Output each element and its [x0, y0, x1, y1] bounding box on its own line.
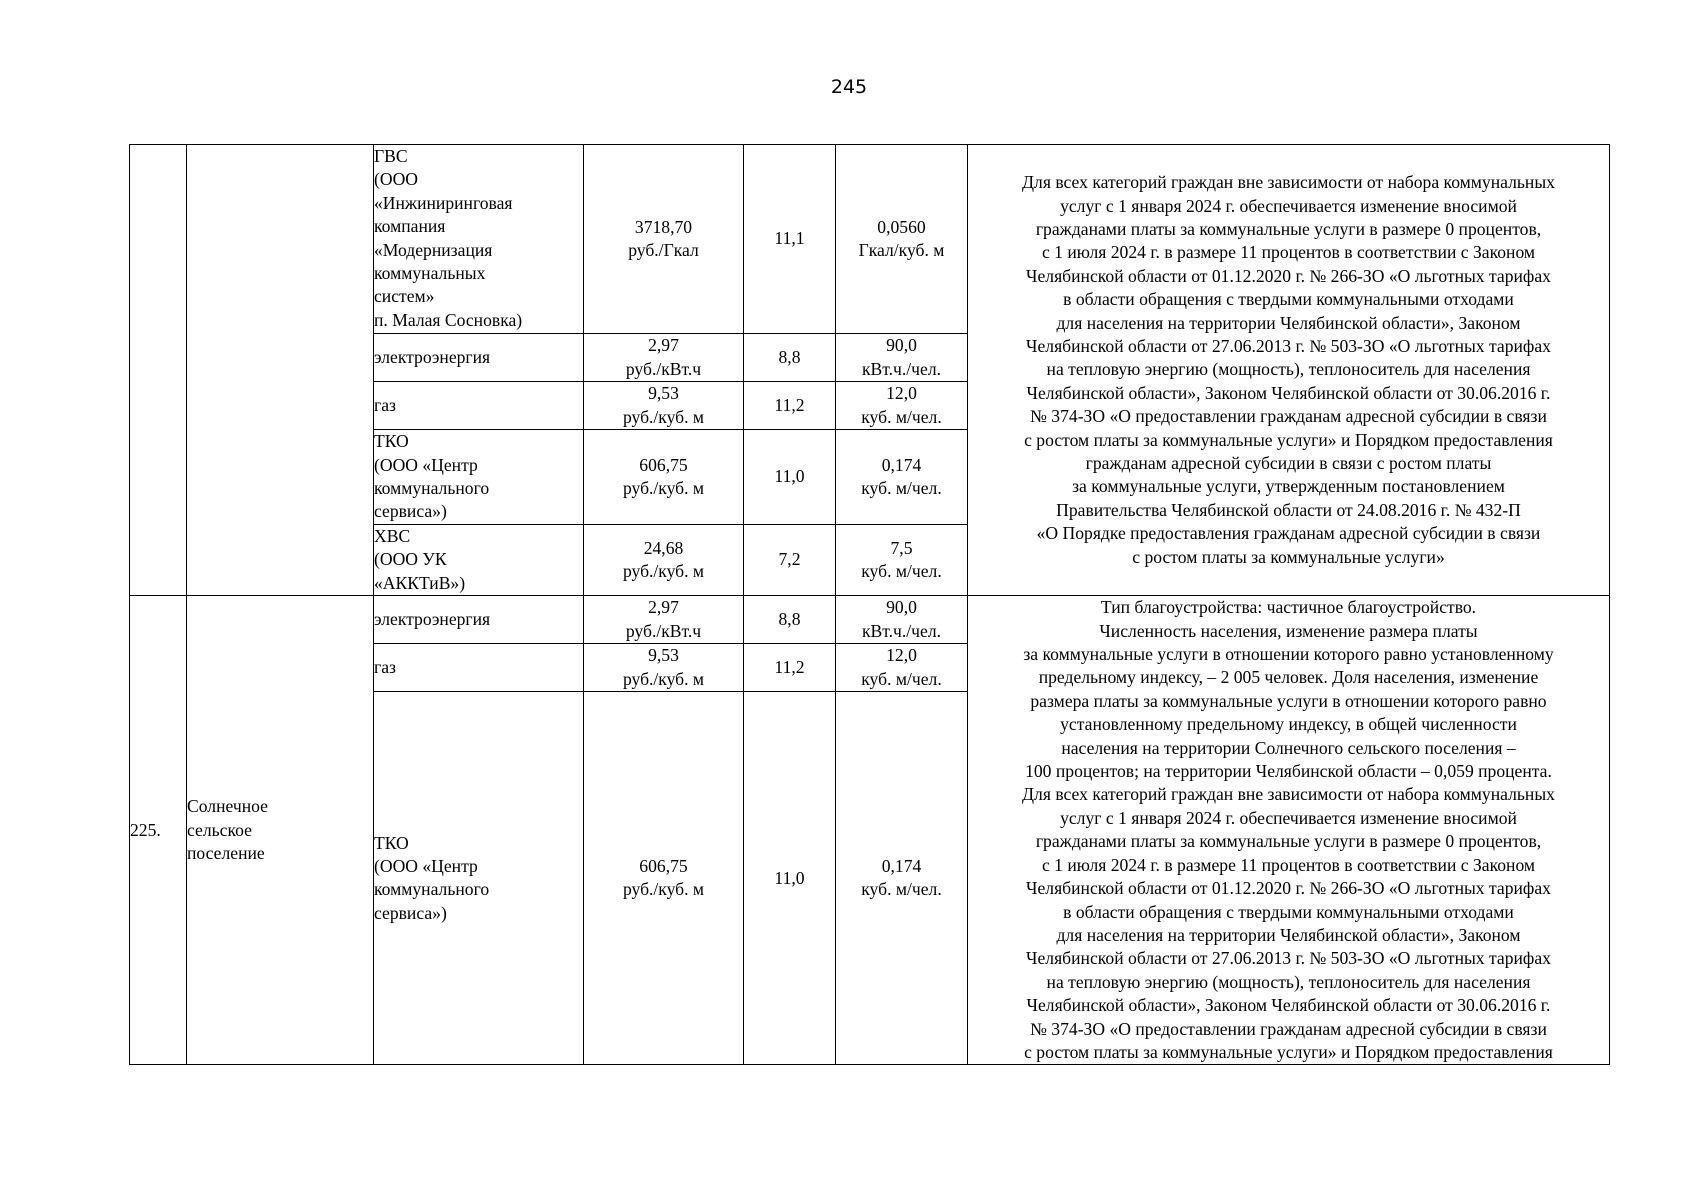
service-cell: ХВС (ООО УК «АККТиВ») [374, 525, 584, 596]
table-row [130, 596, 1610, 644]
tariff-table [129, 144, 1610, 1065]
norm-cell: 0,174 куб. м/чел. [836, 692, 968, 1065]
price-cell: 606,75 руб./куб. м [584, 692, 744, 1065]
service-cell: ТКО (ООО «Центр коммунального сервиса») [374, 430, 584, 525]
page-number: 245 [830, 76, 868, 98]
price-cell: 24,68 руб./куб. м [584, 525, 744, 596]
service-cell: ГВС (ООО «Инжиниринговая компания «Модернизация коммунальных систем» п. Малая Сосновка) [374, 145, 584, 334]
service-cell: газ [374, 382, 584, 430]
note-cell: Тип благоустройства: частичное благоустройство. Численность населения, изменение размера платы за коммунальные услуги в отношении которого равно установленному предельному индексу, – 2 005 человек. Доля населения, изменение размера платы за коммунальные услуги в отношении которого равно установленному предельному индексу, в общей численности населения на территории Солнечного сельского поселения – 100 процентов; на территории Челябинской области – 0,059 процента. Для всех категорий граждан вне зависимости от набора коммунальных услуг с 1 января 2024 г. обеспечивается изменение вносимой гражданами платы за коммунальные услуги в размере 0 процентов, с 1 июля 2024 г. в размере 11 процентов в соответствии с Законом Челябинской области от 01.12.2020 г. № 266-ЗО «О льготных тарифах в области обращения с твердыми коммунальными отходами для населения на территории Челябинской области», Законом Челябинской области от 27.06.2013 г. № 503-ЗО «О льготных тарифах на тепловую энергию (мощность), теплоноситель для населения Челябинской области», Законом Челябинской области от 30.06.2016 г. № 374-ЗО «О предоставлении гражданам адресной субсидии в связи с ростом платы за коммунальные услуги» и Порядком предоставления [968, 596, 1610, 1065]
index-cell: 8,8 [744, 596, 836, 644]
norm-cell: 12,0 куб. м/чел. [836, 382, 968, 430]
index-cell: 11,2 [744, 644, 836, 692]
price-cell: 2,97 руб./кВт.ч [584, 596, 744, 644]
index-cell: 11,2 [744, 382, 836, 430]
settlement-name-cell: Солнечное сельское поселение [187, 596, 374, 1065]
service-cell: газ [374, 644, 584, 692]
index-cell: 11,1 [744, 145, 836, 334]
service-cell: ТКО (ООО «Центр коммунального сервиса») [374, 692, 584, 1065]
row-number-cell: 225. [130, 596, 187, 1065]
settlement-name-cell [187, 145, 374, 596]
norm-cell: 90,0 кВт.ч./чел. [836, 596, 968, 644]
row-number-cell [130, 145, 187, 596]
price-cell: 9,53 руб./куб. м [584, 382, 744, 430]
index-cell: 11,0 [744, 692, 836, 1065]
index-cell: 7,2 [744, 525, 836, 596]
price-cell: 2,97 руб./кВт.ч [584, 334, 744, 382]
index-cell: 11,0 [744, 430, 836, 525]
norm-cell: 0,0560 Гкал/куб. м [836, 145, 968, 334]
norm-cell: 90,0 кВт.ч./чел. [836, 334, 968, 382]
service-cell: электроэнергия [374, 596, 584, 644]
index-cell: 8,8 [744, 334, 836, 382]
price-cell: 9,53 руб./куб. м [584, 644, 744, 692]
price-cell: 3718,70 руб./Гкал [584, 145, 744, 334]
service-cell: электроэнергия [374, 334, 584, 382]
price-cell: 606,75 руб./куб. м [584, 430, 744, 525]
table-row [130, 145, 1610, 334]
norm-cell: 7,5 куб. м/чел. [836, 525, 968, 596]
note-cell: Для всех категорий граждан вне зависимости от набора коммунальных услуг с 1 января 2024 г. обеспечивается изменение вносимой гражданами платы за коммунальные услуги в размере 0 процентов, с 1 июля 2024 г. в размере 11 процентов в соответствии с Законом Челябинской области от 01.12.2020 г. № 266-ЗО «О льготных тарифах в области обращения с твердыми коммунальными отходами для населения на территории Челябинской области», Законом Челябинской области от 27.06.2013 г. № 503-ЗО «О льготных тарифах на тепловую энергию (мощность), теплоноситель для населения Челябинской области», Законом Челябинской области от 30.06.2016 г. № 374-ЗО «О предоставлении гражданам адресной субсидии в связи с ростом платы за коммунальные услуги» и Порядком предоставления гражданам адресной субсидии в связи с ростом платы за коммунальные услуги, утвержденным постановлением Правительства Челябинской области от 24.08.2016 г. № 432-П «О Порядке предоставления гражданам адресной субсидии в связи с ростом платы за коммунальные услуги» [968, 145, 1610, 596]
norm-cell: 12,0 куб. м/чел. [836, 644, 968, 692]
norm-cell: 0,174 куб. м/чел. [836, 430, 968, 525]
